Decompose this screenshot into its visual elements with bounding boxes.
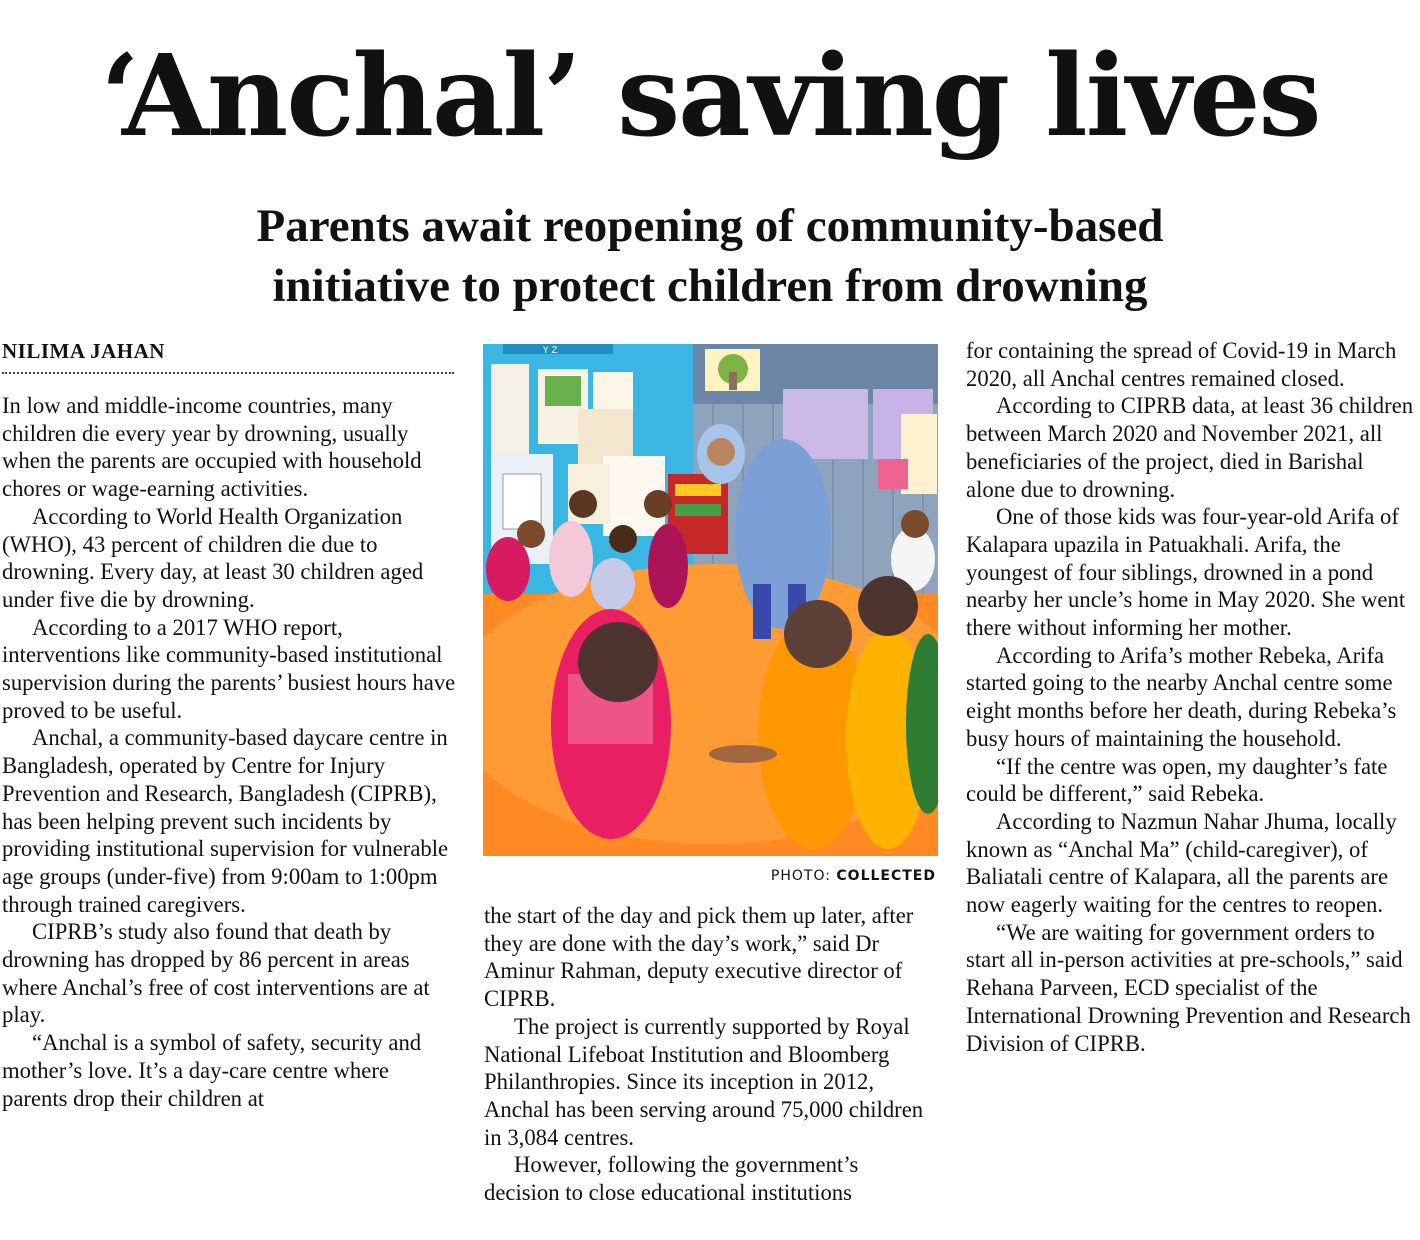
paragraph: the start of the day and pick them up later, after they are done with the day’s work,” said Dr Aminur Rahman, deputy executive director of CIPRB. (484, 903, 914, 1012)
headline: ‘Anchal’ saving lives (100, 31, 1320, 162)
photo-credit-label: PHOTO: (770, 868, 831, 884)
paragraph: According to World Health Organization (WHO), 43 percent of children die due to drowning. Every day, at least 30 children aged under five die by drowning. (2, 503, 424, 612)
subheadline-line-2: initiative to protect children from drowning (272, 260, 1148, 312)
paragraph: According to CIPRB data, at least 36 children between March 2020 and November 2021, all beneficiaries of the project, died in Barishal alone due to drowning. (966, 393, 1414, 502)
article-column-3 (966, 337, 1418, 1057)
article-column-1 (2, 392, 460, 1112)
paragraph: “Anchal is a symbol of safety, security and mother’s love. It’s a day-care centre where parents drop their children at (2, 1030, 422, 1111)
article-column-2 (484, 902, 936, 1207)
paragraph: According to a 2017 WHO report, interventions like community-based institutional supervision during the parents’ busiest hours have proved to be useful. (2, 614, 456, 723)
article-photo (483, 344, 938, 856)
paragraph: “We are waiting for government orders to start all in-person activities at pre-schools,” said Rehana Parveen, ECD specialist of the International Drowning Prevention and Research Division of CIPRB. (966, 919, 1411, 1056)
paragraph: Anchal, a community-based daycare centre in Bangladesh, operated by Centre for Injury Prevention and Research, Bangladesh (CIPRB), has been helping prevent such incidents by providing institutional supervision for vulnerable age groups (under-five) from 9:00am to 1:00pm through trained caregivers. (2, 725, 449, 917)
paragraph: One of those kids was four-year-old Arifa of Kalapara upazila in Patuakhali. Arifa, the youngest of four siblings, drowned in a pond nearby her uncle’s home in May 2020. She went there without informing her mother. (966, 504, 1406, 641)
paragraph: CIPRB’s study also found that death by drowning has dropped by 86 percent in areas where Anchal’s free of cost interventions are at play. (2, 919, 430, 1028)
paragraph: According to Nazmun Nahar Jhuma, locally known as “Anchal Ma” (child-caregiver), of Baliatali centre of Kalapara, all the parents are now eagerly waiting for the centres to reopen. (966, 808, 1397, 918)
paragraph: for containing the spread of Covid-19 in March 2020, all Anchal centres remained closed. (966, 338, 1397, 391)
paragraph: In low and middle-income countries, many children die every year by drowning, usually when the parents are occupied with household chores or wage-earning activities. (2, 393, 422, 502)
subheadline-line-1: Parents await reopening of community-based (256, 200, 1164, 252)
subheadline (0, 196, 1420, 316)
photo-credit (484, 866, 936, 886)
byline-divider (2, 372, 454, 374)
paragraph: “If the centre was open, my daughter’s fate could be different,” said Rebeka. (966, 753, 1388, 807)
byline: NILIMA JAHAN (2, 339, 165, 363)
paragraph: The project is currently supported by Royal National Lifeboat Institution and Bloomberg Philanthropies. Since its inception in 2012, Anchal has been serving around 75,000 children in 3,084 centres. (484, 1013, 924, 1150)
paragraph: According to Arifa’s mother Rebeka, Arifa started going to the nearby Anchal centre some eight months before her death, during Rebeka’s busy hours of maintaining the household. (966, 642, 1397, 751)
paragraph: However, following the government’s decision to close educational institutions (484, 1152, 859, 1206)
wall-chart-letters: Y Z (543, 346, 558, 356)
photo-credit-source: COLLECTED (836, 868, 936, 884)
daycare-children-photo (483, 344, 938, 856)
